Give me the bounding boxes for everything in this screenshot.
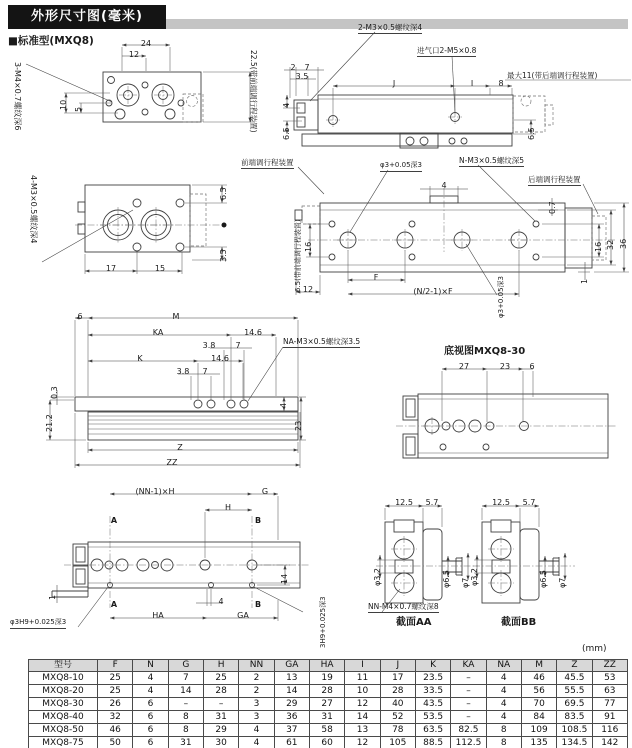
table-cell: 10 (345, 685, 380, 698)
dim-label: 14.6 (244, 328, 262, 337)
dim-label: J (392, 79, 396, 88)
dim-label: φ3+0.05深3 (497, 276, 505, 318)
table-cell: 4 (486, 711, 521, 724)
section-bb (473, 506, 575, 603)
table-cell: MXQ8-40 (29, 711, 98, 724)
dim-label: 2-M3×0.5螺纹深4 (358, 23, 423, 32)
table-cell: 14 (168, 685, 203, 698)
table-cell: – (168, 698, 203, 711)
table-cell: 13 (345, 724, 380, 737)
dim-label: F (373, 273, 379, 282)
dim-label: 6 (529, 362, 535, 371)
table-header-row (29, 660, 628, 672)
dim-label: N-M3×0.5螺纹深5 (459, 156, 525, 165)
dim-label: 12.5 (492, 498, 510, 507)
table-cell: 13 (274, 672, 309, 685)
table-header-cell: J (380, 660, 415, 672)
dimension-table (28, 659, 628, 748)
table-cell: 4 (486, 698, 521, 711)
table-cell: 55.5 (557, 685, 592, 698)
table-cell: 45.5 (557, 672, 592, 685)
table-cell: 28 (309, 685, 344, 698)
table-cell: 4 (239, 724, 274, 737)
table-row (29, 685, 628, 698)
table-row (29, 672, 628, 685)
table-cell: 25 (98, 685, 133, 698)
table-cell: 32 (98, 711, 133, 724)
table-cell: 53.5 (415, 711, 450, 724)
table-cell: 3 (239, 711, 274, 724)
table-cell: 8 (486, 737, 521, 748)
dim-label: GA (237, 611, 249, 620)
table-cell: 3 (239, 698, 274, 711)
table-cell: 23.5 (415, 672, 450, 685)
dim-label: 21.2 (45, 414, 54, 432)
dim-label: 前端调行程装置 (241, 158, 294, 167)
table-cell: 6 (133, 724, 168, 737)
table-cell: – (451, 685, 486, 698)
dim-label: K (137, 354, 143, 363)
dim-label: B (254, 600, 262, 609)
section-aa-title: 截面AA (396, 617, 432, 628)
table-cell: – (451, 672, 486, 685)
table-cell: – (451, 711, 486, 724)
table-cell: 6 (133, 698, 168, 711)
left-side-view (42, 185, 227, 274)
dim-label: 5 (74, 106, 83, 112)
dim-label: 12 (128, 50, 140, 59)
bottom-view-mxq8-30 (396, 369, 616, 458)
table-cell: 4 (486, 672, 521, 685)
table-cell: 31 (203, 711, 238, 724)
table-header-cell: Z (557, 660, 592, 672)
dim-label: 3.8 (176, 367, 190, 376)
table-cell: 25 (98, 672, 133, 685)
dim-label: 4 (279, 402, 288, 408)
section-bb-title: 截面BB (501, 617, 537, 628)
bottom-view-title: 底视图MXQ8-30 (444, 346, 526, 357)
dim-label: 15 (154, 264, 166, 273)
dim-label: 3.5 (219, 249, 228, 262)
table-header-cell: HA (309, 660, 344, 672)
dim-label: 进气口2-M5×0.8 (417, 46, 477, 55)
dim-label: φ3+0.05深3 (380, 161, 422, 172)
body-side-view (46, 318, 306, 468)
table-header-cell: KA (451, 660, 486, 672)
table-header-cell: NA (486, 660, 521, 672)
table-header-cell: K (415, 660, 450, 672)
table-cell: 36 (274, 711, 309, 724)
table-cell: 84 (521, 711, 556, 724)
dim-label: 3.5 (295, 72, 309, 81)
table-header-cell: 型号 (29, 660, 98, 672)
dim-label: 12.5 (395, 498, 413, 507)
table-cell: – (451, 698, 486, 711)
table-cell: 29 (274, 698, 309, 711)
table-cell: 6 (133, 711, 168, 724)
table-cell: 46 (98, 724, 133, 737)
table-cell: 108.5 (557, 724, 592, 737)
table-header-cell: GA (274, 660, 309, 672)
dim-label: 16 (594, 241, 603, 252)
dim-label: 14.6 (211, 354, 229, 363)
dim-label: KA (152, 328, 164, 337)
table-cell: 58 (309, 724, 344, 737)
table-cell: 112.5 (451, 737, 486, 748)
table-cell: 63 (592, 685, 627, 698)
dim-label: I (470, 79, 474, 88)
dim-label: 36 (619, 238, 628, 249)
dim-label: NN-M4×0.7螺纹深8 (368, 602, 439, 611)
table-cell: 17 (380, 672, 415, 685)
table-cell: 14 (274, 685, 309, 698)
table-cell: MXQ8-20 (29, 685, 98, 698)
table-cell: 4 (133, 685, 168, 698)
subtitle: ■标准型(MXQ8) (8, 35, 94, 47)
dim-label: ZZ (166, 458, 178, 467)
dim-label: 6 (77, 312, 83, 321)
dim-label: 4 (282, 102, 291, 108)
dim-label: 27 (458, 362, 470, 371)
table-cell: 8 (168, 711, 203, 724)
table-header-cell: NN (239, 660, 274, 672)
table-cell: 28 (203, 685, 238, 698)
dim-label: 4 (218, 597, 224, 606)
table-cell: 30 (203, 737, 238, 748)
dim-label: G (261, 487, 269, 496)
table-cell: 69.5 (557, 698, 592, 711)
table-cell: 61 (274, 737, 309, 748)
table-cell: 11 (345, 672, 380, 685)
mounting-view (52, 494, 310, 627)
table-cell: MXQ8-10 (29, 672, 98, 685)
table-cell: 63.5 (415, 724, 450, 737)
dim-label: NA-M3×0.5螺纹深3.5 (283, 337, 361, 346)
dim-label: M (172, 312, 180, 321)
dim-label: A (110, 600, 118, 609)
table-row (29, 698, 628, 711)
table-cell: 50 (98, 737, 133, 748)
dim-label: 5.7 (425, 498, 439, 507)
table-cell: 88.5 (415, 737, 450, 748)
table-cell: 12 (345, 737, 380, 748)
table-cell: 37 (274, 724, 309, 737)
dim-label: 6.5(带前端调行程装置) (294, 219, 302, 292)
table-cell: MXQ8-30 (29, 698, 98, 711)
table-cell: 91 (592, 711, 627, 724)
table-cell: 31 (309, 711, 344, 724)
dim-label: 22.5(带前端调行程装置) (249, 50, 258, 133)
dim-label: 2 (290, 63, 296, 72)
dim-label: 10 (59, 99, 68, 110)
dim-label: 3.8 (202, 341, 216, 350)
dim-label: 14 (280, 573, 289, 584)
table-cell: MXQ8-50 (29, 724, 98, 737)
table-cell: 135 (521, 737, 556, 748)
dim-label: 6.5 (282, 127, 291, 140)
table-header-cell: M (521, 660, 556, 672)
table-cell: 8 (168, 724, 203, 737)
table-row (29, 737, 628, 748)
dim-label: 6.5 (527, 127, 536, 140)
dim-label: 4 (441, 181, 447, 190)
table-cell: 2 (239, 672, 274, 685)
dim-label: H (224, 503, 232, 512)
section-aa (376, 506, 478, 612)
dim-label: 17 (105, 264, 117, 273)
units-note: (mm) (582, 644, 607, 654)
table-cell: 7 (168, 672, 203, 685)
table-cell: 2 (239, 685, 274, 698)
table-header-cell: H (203, 660, 238, 672)
page-title: 外形尺寸图(毫米) (8, 5, 166, 29)
table-cell: 116 (592, 724, 627, 737)
dim-label: φ3.2 (373, 568, 382, 586)
table-cell: 83.5 (557, 711, 592, 724)
dim-label: 1 (580, 278, 589, 284)
table-cell: 78 (380, 724, 415, 737)
table-cell: 52 (380, 711, 415, 724)
dim-label: φ7 (461, 577, 470, 588)
table-cell: 25 (203, 672, 238, 685)
table-cell: MXQ8-75 (29, 737, 98, 748)
dim-label: φ7 (558, 577, 567, 588)
dim-label: 23 (499, 362, 511, 371)
table-cell: 19 (309, 672, 344, 685)
table-cell: 28 (380, 685, 415, 698)
dim-label: φ6.5 (442, 570, 451, 588)
table-cell: 134.5 (557, 737, 592, 748)
dim-label: A (110, 516, 118, 525)
table-cell: 46 (521, 672, 556, 685)
table-cell: 43.5 (415, 698, 450, 711)
table-cell: 60 (309, 737, 344, 748)
table-header-cell: N (133, 660, 168, 672)
table-cell: 14 (345, 711, 380, 724)
dim-label: φ6.5 (539, 570, 548, 588)
dim-label: 3H9+0.025深3 (319, 596, 327, 648)
dim-label: 0.7 (548, 201, 557, 214)
table-cell: 77 (592, 698, 627, 711)
dim-label: φ3H9+0.025深3 (10, 618, 66, 629)
dim-label: 1 (48, 594, 57, 600)
table-cell: 4 (239, 737, 274, 748)
dim-label: HA (152, 611, 164, 620)
table-cell: 4 (133, 672, 168, 685)
table-cell: 142 (592, 737, 627, 748)
table-cell: 27 (309, 698, 344, 711)
dim-label: 最大11(带后端调行程装置) (507, 71, 598, 80)
table-cell: 70 (521, 698, 556, 711)
table-header-cell: ZZ (592, 660, 627, 672)
table-header-cell: I (345, 660, 380, 672)
dim-label: B (254, 516, 262, 525)
table-cell: 26 (98, 698, 133, 711)
dim-label: Z (177, 443, 183, 452)
dim-label: (N/2-1)×F (413, 287, 453, 296)
dim-label: 7 (202, 367, 208, 376)
table-cell: 8 (486, 724, 521, 737)
table-cell: 53 (592, 672, 627, 685)
table-row (29, 724, 628, 737)
table-row (29, 711, 628, 724)
table-header-cell: F (98, 660, 133, 672)
table-cell: 29 (203, 724, 238, 737)
dim-label: 7 (304, 63, 310, 72)
dim-label: (NN-1)×H (135, 487, 175, 496)
table-cell: 12 (345, 698, 380, 711)
dim-label: 32 (606, 239, 615, 250)
table-cell: 40 (380, 698, 415, 711)
dim-label: 16 (304, 241, 313, 252)
table-cell: 105 (380, 737, 415, 748)
dim-label: 8 (498, 79, 504, 88)
dim-label: 后端调行程装置 (528, 175, 581, 184)
table-cell: – (203, 698, 238, 711)
end-view (26, 45, 255, 122)
table-cell: 56 (521, 685, 556, 698)
dim-label: 0.3 (50, 386, 59, 399)
dim-label: 24 (140, 39, 152, 48)
table-header-cell: G (168, 660, 203, 672)
table-cell: 33.5 (415, 685, 450, 698)
dim-label: φ3.2 (470, 568, 479, 586)
table-cell: 31 (168, 737, 203, 748)
table-cell: 109 (521, 724, 556, 737)
table-cell: 4 (486, 685, 521, 698)
dim-label: 3-M4×0.7螺纹深6 (13, 62, 22, 131)
dim-label: 4-M3×0.5螺纹深4 (29, 175, 38, 244)
dim-label: 5.7 (522, 498, 536, 507)
dim-label: 23 (294, 420, 303, 431)
dim-label: 6.5 (219, 187, 228, 200)
table-cell: 82.5 (451, 724, 486, 737)
table-cell: 6 (133, 737, 168, 748)
dim-label: 12 (302, 285, 314, 294)
dim-label: 7 (235, 341, 241, 350)
